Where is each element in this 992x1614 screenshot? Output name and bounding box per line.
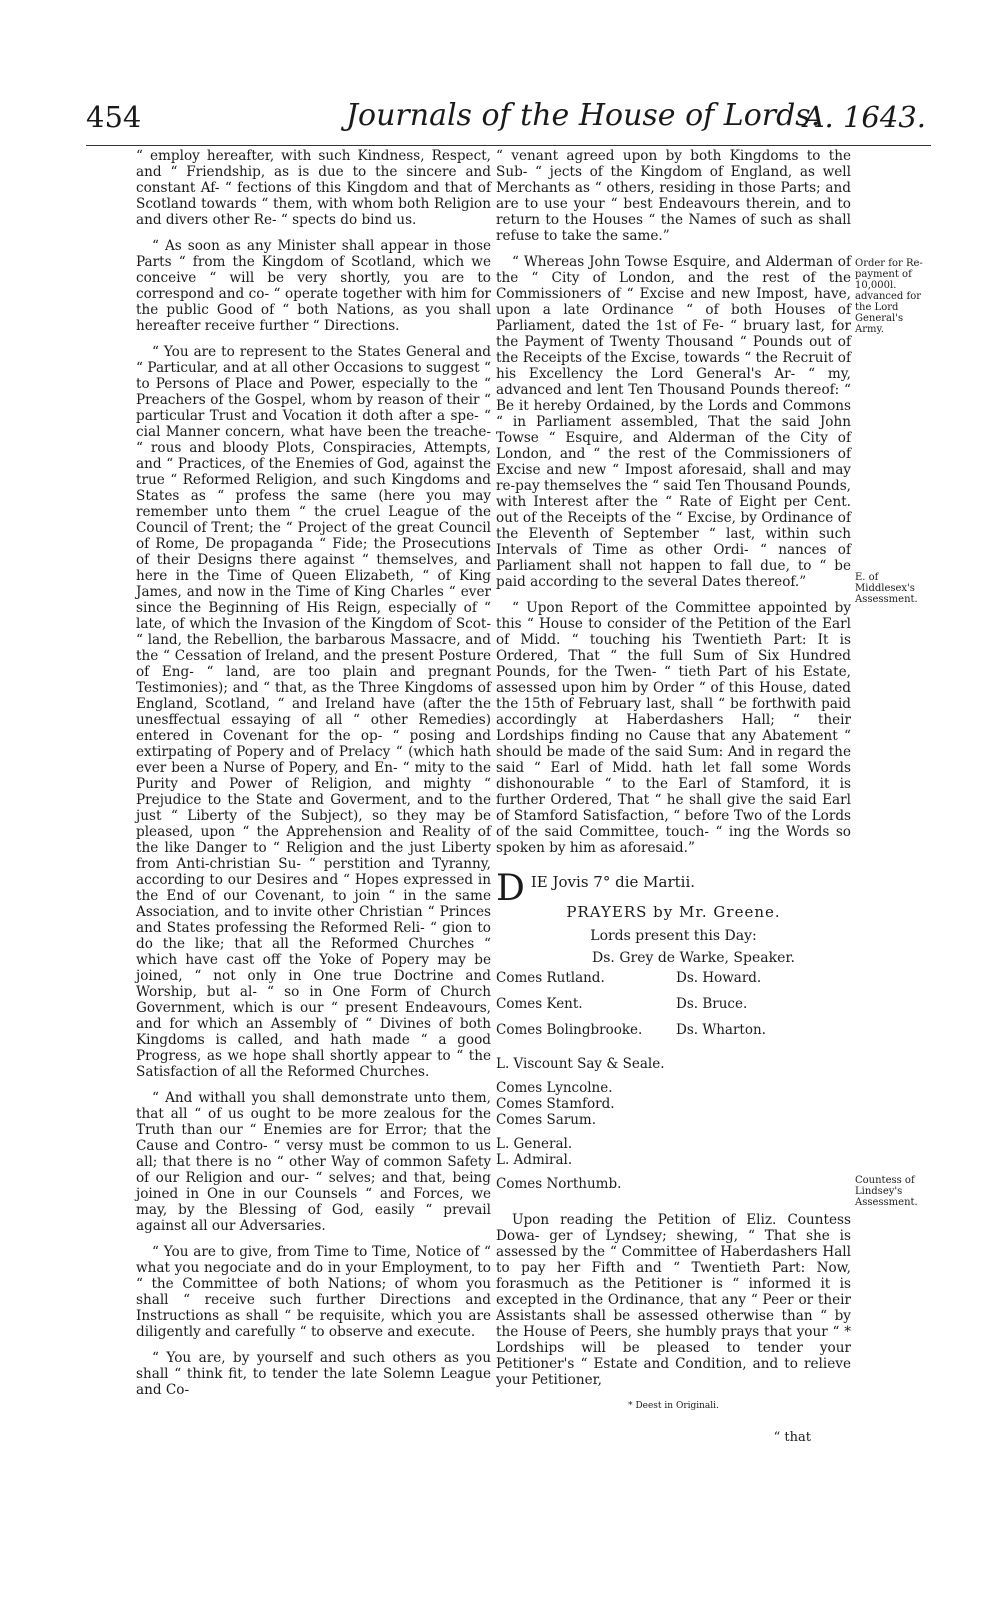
lord-name: Comes Northumb. (496, 1176, 622, 1192)
lord-name: L. Admiral. (496, 1152, 573, 1168)
lord-name: Comes Stamford. (496, 1096, 615, 1112)
page-number: 454 (86, 100, 142, 134)
lord-name: Comes Bolingbrooke. (496, 1022, 643, 1038)
margin-note: Order for Re-payment of 10,000l. advanced for the Lord General's Army. (855, 258, 923, 335)
page-header (86, 92, 926, 142)
paragraph: “ You are, by yourself and such others as you shall “ think fit, to tender the late Solemn League and Co- (136, 1350, 491, 1398)
lord-name: L. General. (496, 1136, 573, 1152)
footnote: * Deest in Originali. (628, 1401, 719, 1411)
lord-name: Comes Rutland. (496, 970, 605, 986)
margin-note: Countess of Lindsey's Assessment. (855, 1175, 918, 1208)
lord-name: Ds. Howard. (676, 970, 762, 986)
right-column (496, 148, 851, 1446)
catchword: “ that (773, 1430, 811, 1445)
paragraph: Upon reading the Petition of Eliz. Countess Dowa- ger of Lyndsey; shewing, “ That she is assessed by the “ Committee of Haberdashers Hall to pay her Fifth and “ Twentieth Part: Now, forasmuch as the Petitioner is “ informed it is excepted in the Ordinance, that any “ Peer or their Assistants shall be assessed otherwise than “ by the House of Peers, she humbly prays that your “ * Lordships will be pleased to tender your Petitioner's “ Estate and Condition, and to relieve your Petitioner, (496, 1212, 851, 1388)
paragraph: “ As soon as any Minister shall appear in those Parts “ from the Kingdom of Scotland, which we conceive “ will be very shortly, you are to correspond and co- “ operate together with him for the public Good of “ both Nations, as you shall hereafter receive further “ Directions. (136, 238, 491, 334)
lords-present-heading: Lords present this Day: (590, 928, 757, 944)
lords-list (496, 970, 851, 1048)
header-rule (86, 145, 931, 146)
paragraph: “ You are to give, from Time to Time, Notice of “ what you negociate and do in your Employment, to “ the Committee of both Nations; of whom you shall “ receive such further Directions and Instructions as shall “ be requisite, which you are diligently and carefully “ to observe and execute. (136, 1244, 491, 1340)
speaker-line: Ds. Grey de Warke, Speaker. (592, 950, 795, 966)
lord-name: Ds. Wharton. (676, 1022, 766, 1038)
paragraph: “ And withall you shall demonstrate unto them, that all “ of us ought to be more zealous for the Truth than our “ Enemies are for Error; that the Cause and Contro- “ versy must be common to us all; that there is no “ other Way of common Safety of our Religion and our- “ selves; and that, being joined in One in our Counsels “ and Forces, we may, by the Blessing of God, easily “ prevail against all our Adversaries. (136, 1090, 491, 1234)
paragraph: “ venant agreed upon by both Kingdoms to the Sub- “ jects of the Kingdom of England, as well Merchants as “ others, residing in those Parts; and are to use your “ best Endeavours therein, and to return to the Houses “ the Names of such as shall refuse to take the same.” (496, 148, 851, 244)
paragraph: “ Upon Report of the Committee appointed by this “ House to consider of the Petition of the Earl of Midd. “ touching his Twentieth Part: It is Ordered, That “ the full Sum of Six Hundred Pounds, for the Twen- “ tieth Part of his Estate, assessed upon him by Order “ of this House, dated the 15th of February last, shall “ be forthwith paid accordingly at Haberdashers Hall; “ their Lordships finding no Cause that any Abatement “ should be made of the said Sum: And in regard the said “ Earl of Midd. hath let fall some Words dishonourable “ to the Earl of Stamford, it is further Ordered, That “ he shall give the said Earl of Stamford Satisfaction, “ before Two of the Lords of the said Committee, touch- “ ing the Words so spoken by him as aforesaid.” (496, 600, 851, 856)
lord-name: Comes Lyncolne. (496, 1080, 613, 1096)
margin-note: E. of Middlesex's Assessment. (855, 572, 918, 605)
paragraph: “ You are to represent to the States General and “ Particular, and at all other Occasions to suggest “ to Persons of Place and Power, especially to the “ Preachers of the Gospel, whom by reason of their “ particular Trust and Vocation it doth after a spe- “ cial Manner concern, what have been the treache- “ rous and bloody Plots, Conspiracies, Attempts, and “ Practices, of the Enemies of God, against the true “ Reformed Religion, and such Kingdoms and States as “ profess the same (here you may remember unto them “ the cruel League of the Council of Trent; the “ Project of the great Council of Rome, De propaganda “ Fide; the Prosecutions of their Designs there against “ themselves, and here in the Time of Queen Elizabeth, “ of King James, and now in the Time of King Charles “ ever since the Beginning of His Reign, especially of “ late, of which the Invasion of the Kingdom of Scot- “ land, the Rebellion, the barbarous Massacre, and the “ Cessation of Ireland, and the present Posture of Eng- “ land, are too plain and pregnant Testimonies); and “ that, as the Three Kingdoms of England, Scotland, “ and Ireland have (after the unesffectual essaying of all “ other Remedies) entered in Covenant for the op- “ posing and extirpating of Popery and of Prelacy “ (which hath ever been a Nurse of Popery, and En- “ mity to the Purity and Power of Religion, and mighty “ Prejudice to the State and Goverment, and to the just “ Liberty of the Subject), so they may be pleased, upon “ the Apprehension and Reality of the like Danger to “ Religion and the just Liberty from Anti-christian Su- “ perstition and Tyranny, according to our Desires and “ Hopes expressed in the End of our Covenant, to join “ in the same Association, and to invite other Christian “ Princes and States professing the Reformed Reli- “ gion to do the like; that all the Reformed Churches “ which have cast off the Yoke of Popery may be joined, “ not only in One true Doctrine and Worship, but al- “ so in One Form of Church Government, which is our “ present Endeavours, and for which an Assembly of “ Divines of both Kingdoms is called, and hath made “ a good Progress, as we hope shall shortly appear to “ the Satisfaction of all the Reformed Churches. (136, 344, 491, 1080)
drop-cap: D (496, 868, 525, 909)
day-heading (496, 868, 851, 909)
prayers-line: PRAYERS by Mr. Greene. (566, 903, 781, 921)
day-heading-text: IE Jovis 7° die Martii. (530, 873, 696, 891)
paragraph: “ Whereas John Towse Esquire, and Alderman of the “ City of London, and the rest of the Commissioners of “ Excise and new Impost, have, upon a late Ordinance “ of both Houses of Parliament, dated the 1st of Fe- “ bruary last, for the Payment of Twenty Thousand “ Pounds out of the Receipts of the Excise, towards “ the Recruit of his Excellency the Lord General's Ar- “ my, advanced and lent Ten Thousand Pounds thereof: “ Be it hereby Ordained, by the Lords and Commons “ in Parliament assembled, That the said John Towse “ Esquire, and Alderman of the City of London, and “ the rest of the Commissioners of Excise and new “ Impost aforesaid, shall and may re-pay themselves the “ said Ten Thousand Pounds, with Interest after the “ Rate of Eight per Cent. out of the Receipts of the “ Excise, by Ordinance of the Eleventh of September “ last, within such Intervals of Time as other Ordi- “ nances of Parliament shall not happen to fall due, to “ be paid according to the several Dates thereof.” (496, 254, 851, 590)
running-title: Journals of the House of Lords. (346, 98, 821, 133)
lord-name: L. Viscount Say & Seale. (496, 1056, 665, 1072)
paragraph: “ employ hereafter, with such Kindness, Respect, and “ Friendship, as is due to the sincere and constant Af- “ fections of this Kingdom and that of Scotland towards “ them, with whom both Religion and divers other Re- “ spects do bind us. (136, 148, 491, 228)
left-column (136, 148, 491, 1408)
page-year: A. 1643. (803, 100, 926, 134)
lord-name: Comes Sarum. (496, 1112, 597, 1128)
lord-name: Ds. Bruce. (676, 996, 748, 1012)
lord-name: Comes Kent. (496, 996, 583, 1012)
lords-list-single (496, 1056, 851, 1192)
